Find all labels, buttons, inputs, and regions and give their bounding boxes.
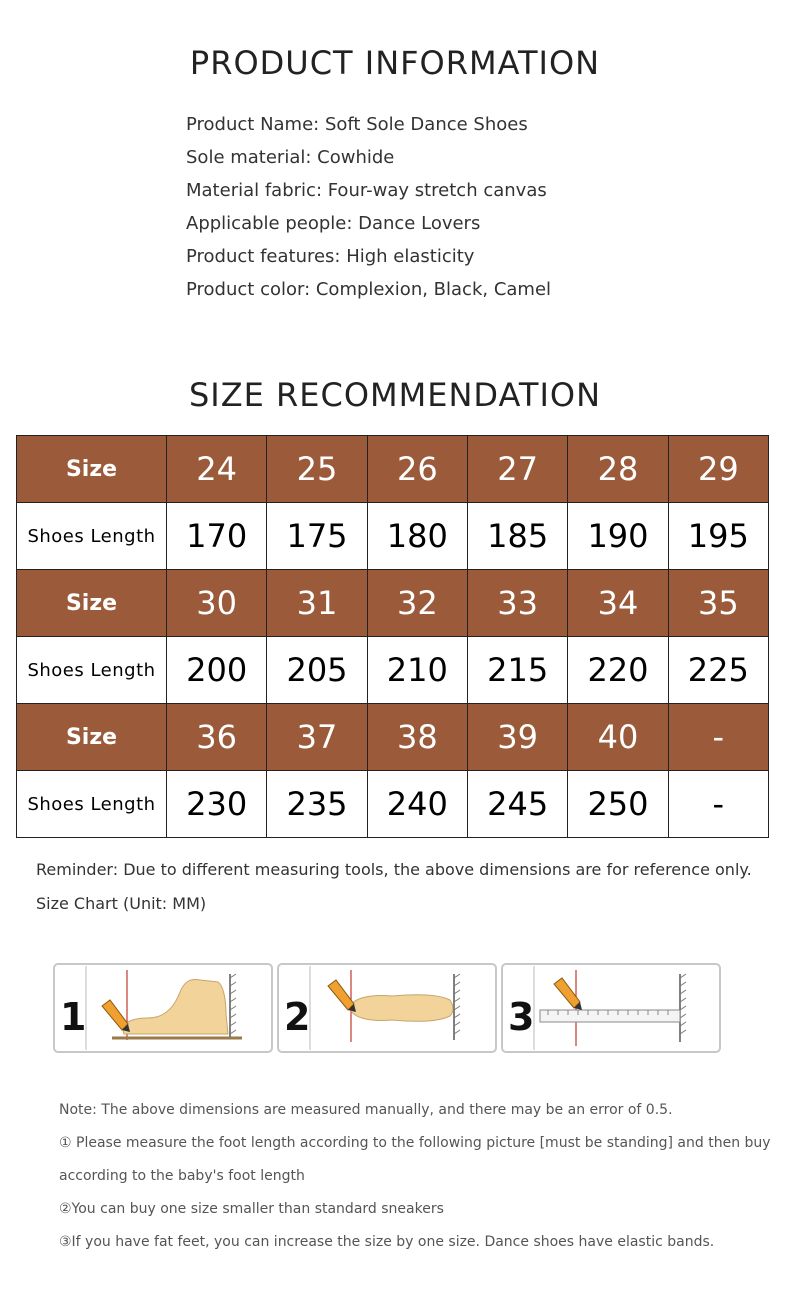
length-cell: 200 <box>167 637 267 704</box>
length-cell: 215 <box>467 637 567 704</box>
note-line: according to the baby's foot length <box>59 1168 305 1184</box>
length-row <box>17 503 769 570</box>
length-row <box>17 637 769 704</box>
size-row-label: Size <box>17 570 167 637</box>
length-cell: 190 <box>568 503 668 570</box>
length-cell: 230 <box>167 771 267 838</box>
length-cell: 225 <box>668 637 768 704</box>
step-3-number: 3 <box>508 995 535 1039</box>
material-fabric-line: Material fabric: Four-way stretch canvas <box>186 180 547 201</box>
length-cell: 180 <box>367 503 467 570</box>
size-cell: 34 <box>568 570 668 637</box>
product-name-line: Product Name: Soft Sole Dance Shoes <box>186 114 528 135</box>
size-table <box>16 435 769 838</box>
sole-material-line: Sole material: Cowhide <box>186 147 395 168</box>
length-cell: 235 <box>267 771 367 838</box>
size-cell: 31 <box>267 570 367 637</box>
measuring-steps-illustration <box>52 962 724 1056</box>
size-cell: 24 <box>167 436 267 503</box>
size-row <box>17 570 769 637</box>
size-cell: 36 <box>167 704 267 771</box>
applicable-people-line: Applicable people: Dance Lovers <box>186 213 481 234</box>
foot-top-icon <box>350 995 453 1021</box>
length-cell: 220 <box>568 637 668 704</box>
note-line: Note: The above dimensions are measured manually, and there may be an error of 0.5. <box>59 1102 673 1118</box>
size-chart-unit: Size Chart (Unit: MM) <box>36 894 207 913</box>
product-info-list <box>186 108 551 306</box>
size-cell: 38 <box>367 704 467 771</box>
size-cell: 25 <box>267 436 367 503</box>
length-cell: 205 <box>267 637 367 704</box>
size-cell: 40 <box>568 704 668 771</box>
length-cell: 195 <box>668 503 768 570</box>
length-cell: 245 <box>467 771 567 838</box>
length-cell: 175 <box>267 503 367 570</box>
size-cell: 33 <box>467 570 567 637</box>
length-cell: 210 <box>367 637 467 704</box>
size-cell: 37 <box>267 704 367 771</box>
length-cell: 250 <box>568 771 668 838</box>
size-cell: - <box>668 704 768 771</box>
size-row-label: Size <box>17 436 167 503</box>
length-row-label: Shoes Length <box>17 771 167 838</box>
size-row-label: Size <box>17 704 167 771</box>
measurement-notes <box>59 1094 771 1259</box>
size-row <box>17 704 769 771</box>
product-info-heading: PRODUCT INFORMATION <box>189 44 601 82</box>
step-2-panel <box>278 964 496 1052</box>
length-row <box>17 771 769 838</box>
note-line: ②You can buy one size smaller than standard sneakers <box>59 1201 444 1217</box>
note-line: ③If you have fat feet, you can increase the size by one size. Dance shoes have elastic bands. <box>59 1234 715 1250</box>
step-1-panel <box>54 964 272 1052</box>
length-row-label: Shoes Length <box>17 503 167 570</box>
size-cell: 35 <box>668 570 768 637</box>
step-2-number: 2 <box>284 995 311 1039</box>
size-cell: 27 <box>467 436 567 503</box>
length-cell: 185 <box>467 503 567 570</box>
length-cell: 240 <box>367 771 467 838</box>
reminder-text: Reminder: Due to different measuring tools, the above dimensions are for reference only. <box>36 860 752 879</box>
length-cell: 170 <box>167 503 267 570</box>
size-cell: 30 <box>167 570 267 637</box>
size-cell: 28 <box>568 436 668 503</box>
product-features-line: Product features: High elasticity <box>186 246 475 267</box>
ruler-icon <box>540 1010 680 1022</box>
length-cell: - <box>668 771 768 838</box>
size-cell: 29 <box>668 436 768 503</box>
step-3-panel <box>502 964 720 1052</box>
size-cell: 32 <box>367 570 467 637</box>
size-cell: 39 <box>467 704 567 771</box>
product-color-line: Product color: Complexion, Black, Camel <box>186 279 552 300</box>
size-row <box>17 436 769 503</box>
note-line: ① Please measure the foot length according to the following picture [must be standing] and then buy <box>59 1135 771 1151</box>
step-1-number: 1 <box>60 995 87 1039</box>
size-recommendation-heading: SIZE RECOMMENDATION <box>188 376 601 414</box>
length-row-label: Shoes Length <box>17 637 167 704</box>
size-cell: 26 <box>367 436 467 503</box>
